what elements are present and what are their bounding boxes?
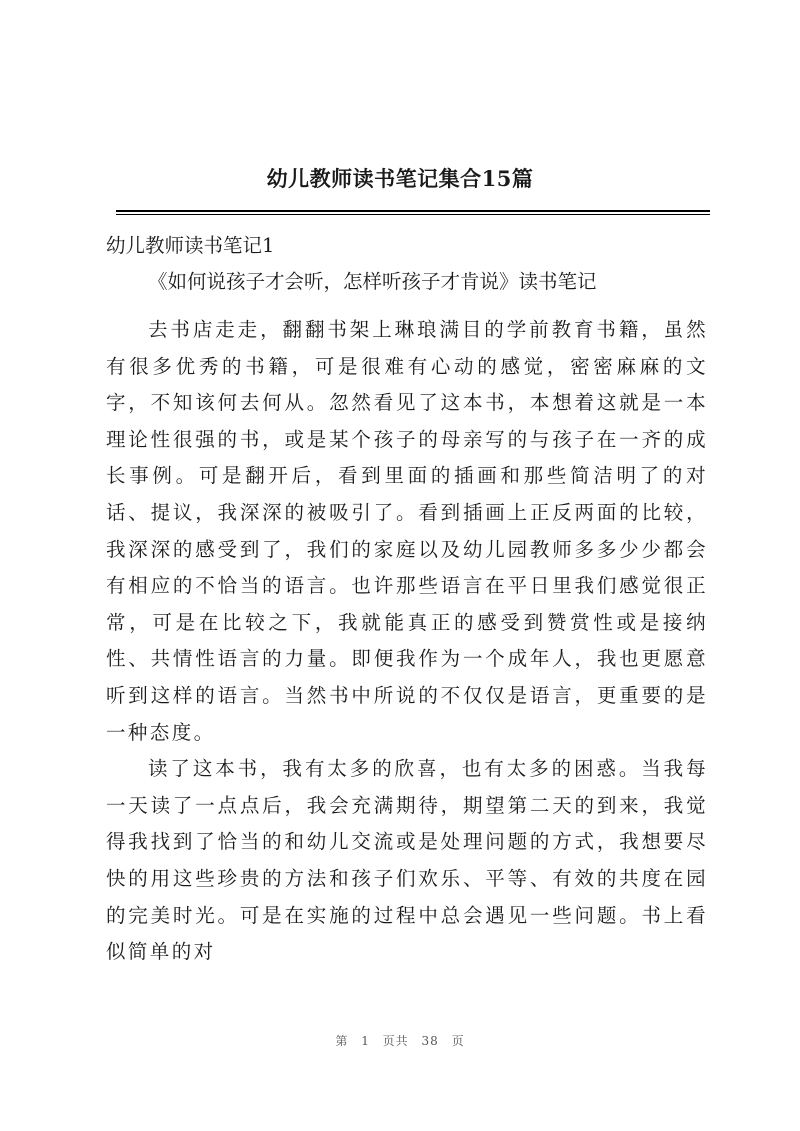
paragraph-2: 读了这本书，我有太多的欣喜，也有太多的困惑。当我每一天读了一点点后，我会充满期待，期望第二天的到来，我觉得我找到了恰当的和幼儿交流或是处理问题的方式，我想要尽快的用这些珍贵的方法和孩子们欢乐、平等、有效的共度在园的完美时光。可是在实施的过程中总会遇见一些问题。书上看似简单的对 [106,757,708,964]
title-divider [116,210,710,212]
page-title: 幼儿教师读书笔记集合15篇 [266,166,534,191]
book-title: 《如何说孩子才会听，怎样听孩子才肯说》读书笔记 [148,270,597,293]
title-divider-thin [116,214,710,215]
section-heading: 幼儿教师读书笔记1 [106,234,275,257]
paragraph-1: 去书店走走，翻翻书架上琳琅满目的学前教育书籍，虽然有很多优秀的书籍，可是很难有心动的感觉，密密麻麻的文字，不知该何去何从。忽然看见了这本书，本想着这就是一本理论性很强的书，或是某个孩子的母亲写的与孩子在一齐的成长事例。可是翻开后，看到里面的插画和那些简洁明了的对话、提议，我深深的被吸引了。看到插画上正反两面的比较，我深深的感受到了，我们的家庭以及幼儿园教师多多少少都会有相应的不恰当的语言。也许那些语言在平日里我们感觉很正常，可是在比较之下，我就能真正的感受到赞赏性或是接纳性、共情性语言的力量。即便我作为一个成年人，我也更愿意听到这样的语言。当然书中所说的不仅仅是语言，更重要的是一种态度。 [106,318,708,744]
page-footer: 第 1 页共 38 页 [335,1034,465,1048]
body-text [106,312,708,971]
